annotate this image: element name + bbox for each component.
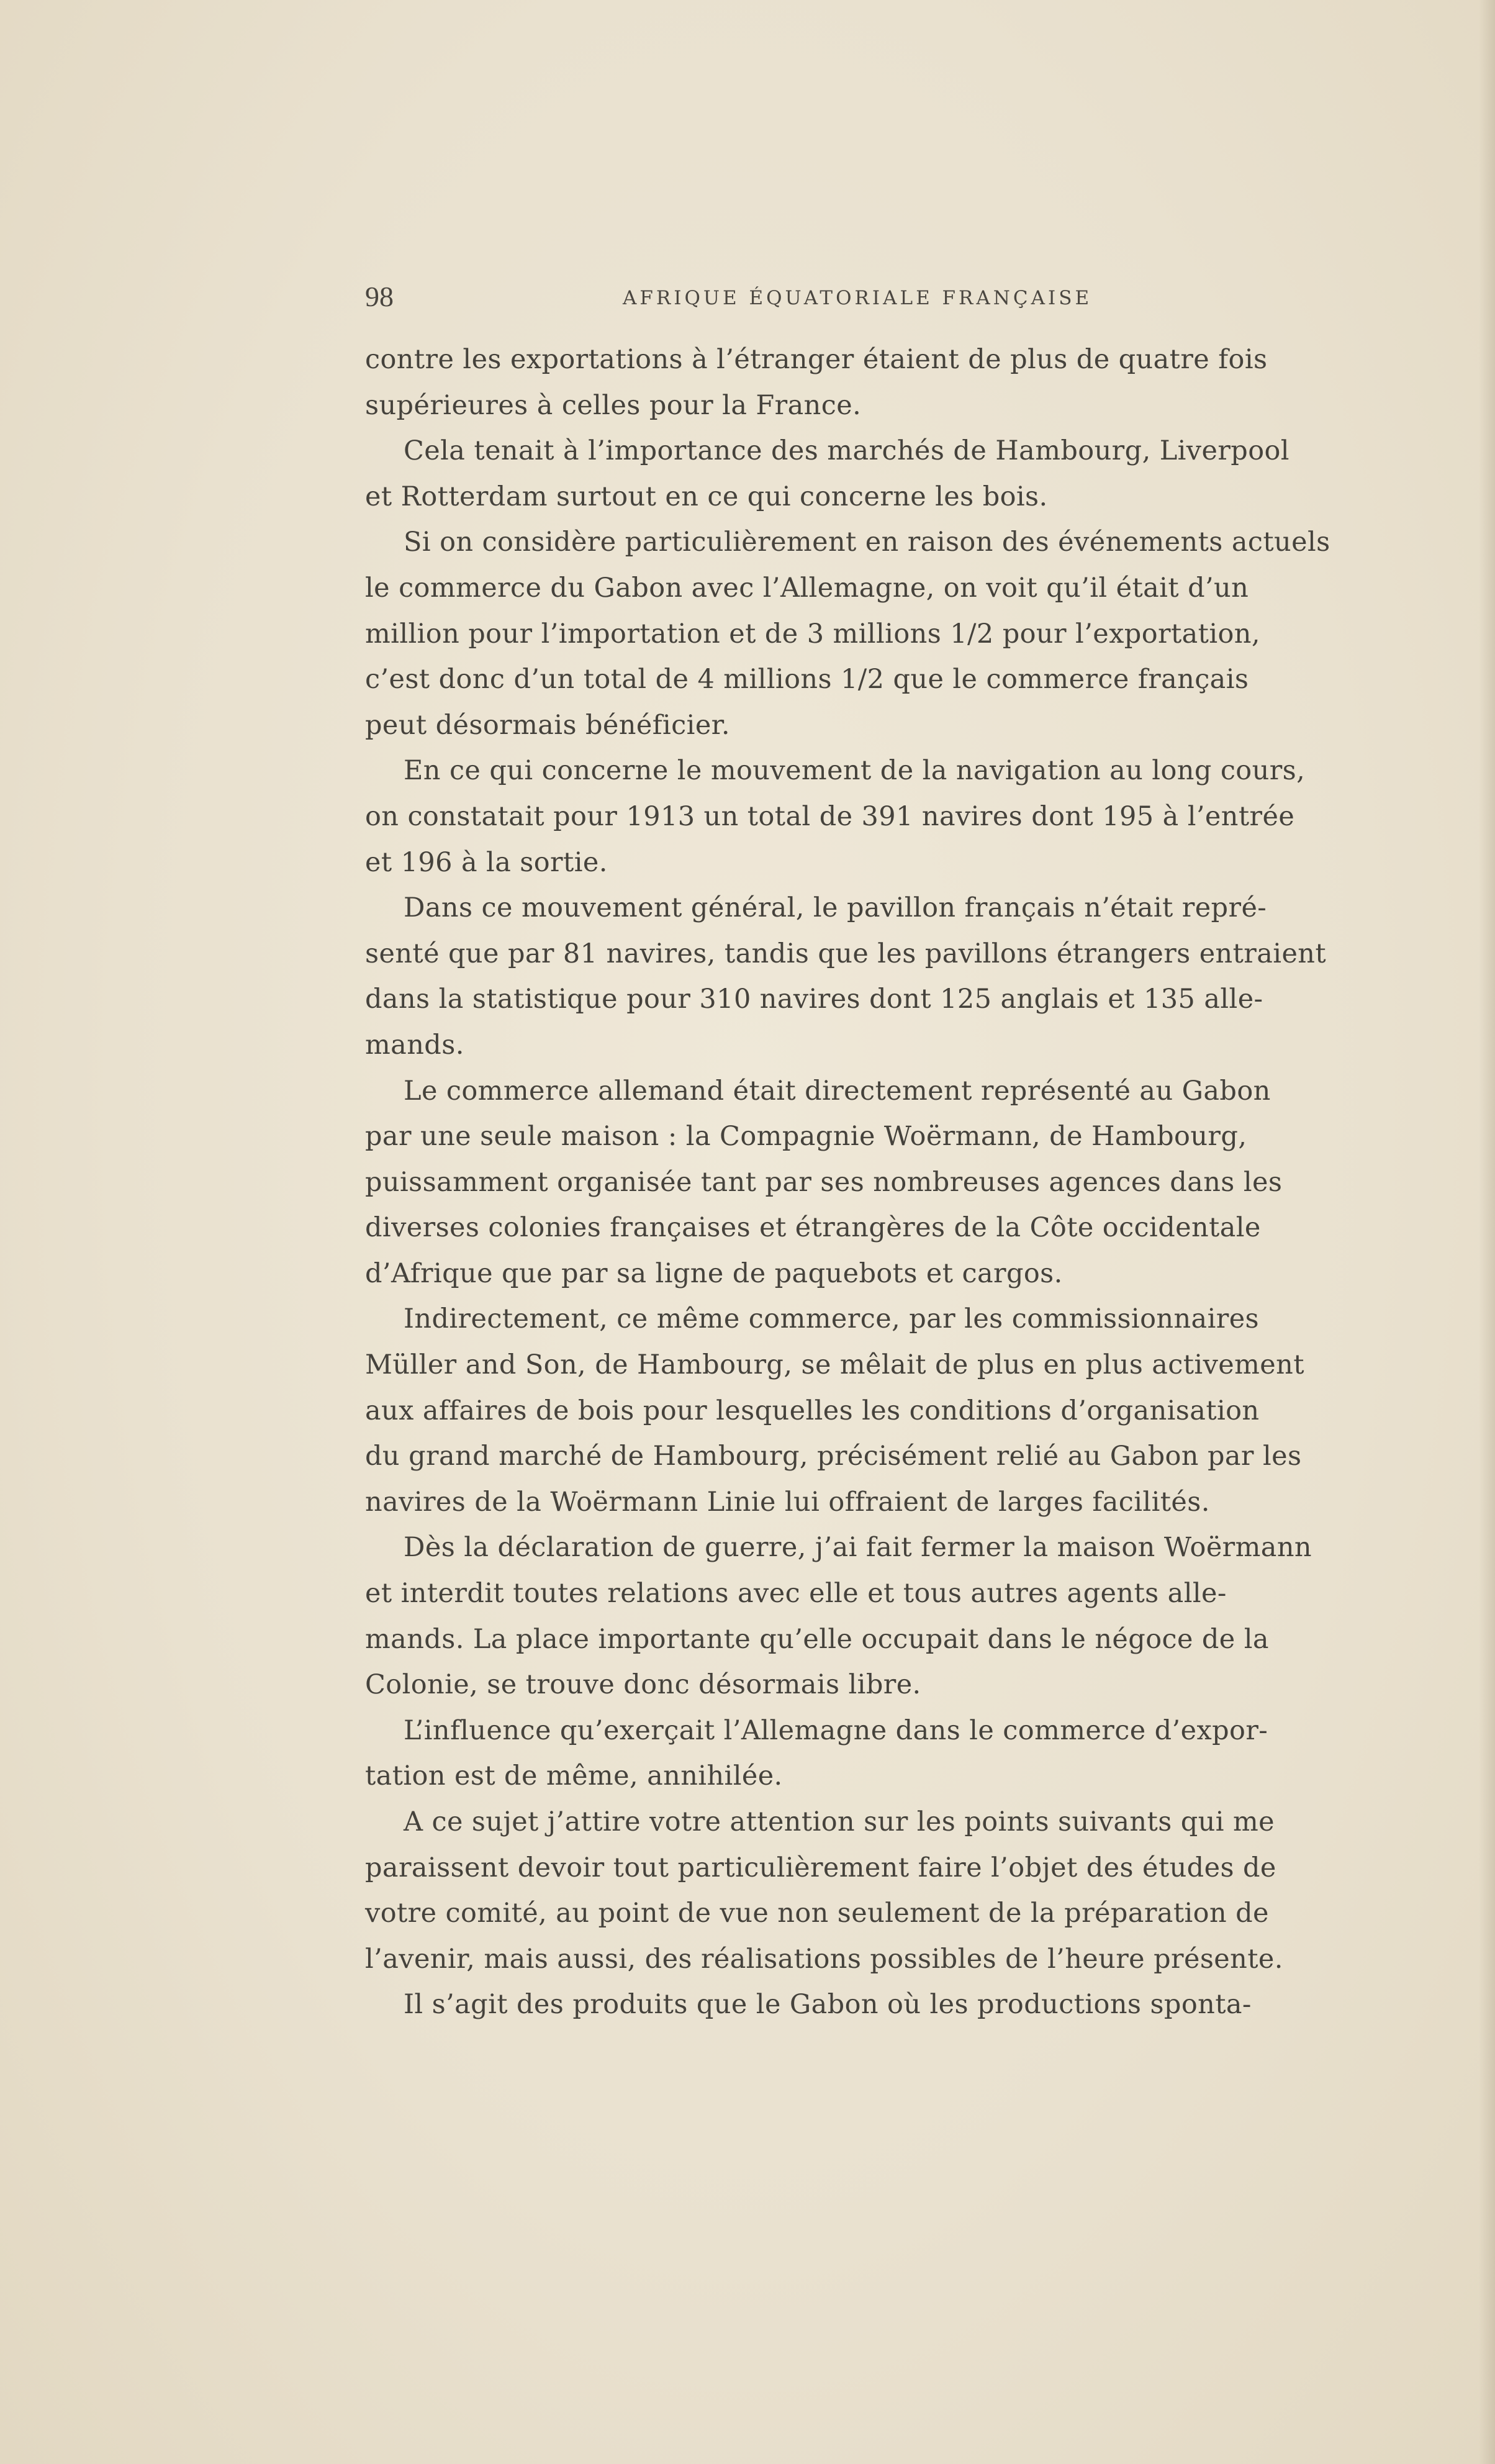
text-line: Si on considère particulièrement en raison des événements actuels (404, 527, 1330, 558)
text-line: supérieures à celles pour la France. (365, 389, 862, 421)
text-line: million pour l’importation et de 3 millions 1/2 pour l’exportation, (365, 618, 1260, 650)
text-line: diverses colonies françaises et étrangères de la Côte occidentale (365, 1212, 1261, 1244)
text-line: puissamment organisée tant par ses nombreuses agences dans les (365, 1166, 1283, 1198)
text-line: votre comité, au point de vue non seulement de la préparation de (365, 1898, 1269, 1929)
text-line: Dans ce mouvement général, le pavillon français n’était repré- (404, 892, 1267, 924)
text-line: on constatait pour 1913 un total de 391 navires dont 195 à l’entrée (365, 800, 1295, 832)
text-line: et 196 à la sortie. (365, 846, 608, 878)
text-line: du grand marché de Hambourg, précisément relié au Gabon par les (365, 1441, 1302, 1472)
page-number: 98 (365, 281, 394, 312)
page-header (365, 278, 1408, 315)
text-line: Indirectement, ce même commerce, par les commissionnaires (404, 1303, 1260, 1335)
text-line: c’est donc d’un total de 4 millions 1/2 que le commerce français (365, 664, 1249, 695)
text-line: peut désormais bénéficier. (365, 709, 730, 741)
text-line: Il s’agit des produits que le Gabon où les productions sponta- (404, 1989, 1252, 2021)
text-line: contre les exportations à l’étranger étaient de plus de quatre fois (365, 344, 1268, 375)
text-line: et interdit toutes relations avec elle et tous autres agents alle- (365, 1578, 1227, 1610)
page-edge-shadow (1479, 0, 1495, 2464)
text-line: le commerce du Gabon avec l’Allemagne, on voit qu’il était d’un (365, 572, 1249, 604)
text-line: A ce sujet j’attire votre attention sur les points suivants qui me (404, 1806, 1275, 1837)
text-line: Colonie, se trouve donc désormais libre. (365, 1669, 921, 1701)
text-line: tation est de même, annihilée. (365, 1760, 783, 1792)
text-line: et Rotterdam surtout en ce qui concerne les bois. (365, 481, 1048, 512)
text-line: mands. La place importante qu’elle occupait dans le négoce de la (365, 1623, 1269, 1655)
text-line: par une seule maison : la Compagnie Woërmann, de Hambourg, (365, 1121, 1247, 1153)
text-line: senté que par 81 navires, tandis que les pavillons étrangers entraient (365, 938, 1327, 969)
text-line: mands. (365, 1029, 464, 1061)
text-line: Cela tenait à l’importance des marchés de Hambourg, Liverpool (404, 435, 1289, 467)
text-line: paraissent devoir tout particulièrement faire l’objet des études de (365, 1852, 1276, 1883)
text-line: En ce qui concerne le mouvement de la navigation au long cours, (404, 755, 1306, 787)
text-line: Dès la déclaration de guerre, j’ai fait fermer la maison Woërmann (404, 1532, 1312, 1564)
text-line: L’influence qu’exerçait l’Allemagne dans le commerce d’expor- (404, 1714, 1268, 1746)
text-line: d’Afrique que par sa ligne de paquebots et cargos. (365, 1257, 1063, 1289)
body-text (365, 337, 1408, 2028)
text-line: navires de la Woërmann Linie lui offraient de larges facilités. (365, 1486, 1210, 1518)
text-line: Müller and Son, de Hambourg, se mêlait de plus en plus activement (365, 1349, 1304, 1381)
text-line: Le commerce allemand était directement représenté au Gabon (404, 1075, 1271, 1107)
running-title: AFRIQUE ÉQUATORIALE FRANÇAISE (623, 287, 1093, 309)
text-line: aux affaires de bois pour lesquelles les conditions d’organisation (365, 1395, 1260, 1426)
text-line: l’avenir, mais aussi, des réalisations possibles de l’heure présente. (365, 1943, 1283, 1975)
text-line: dans la statistique pour 310 navires dont 125 anglais et 135 alle- (365, 984, 1263, 1015)
